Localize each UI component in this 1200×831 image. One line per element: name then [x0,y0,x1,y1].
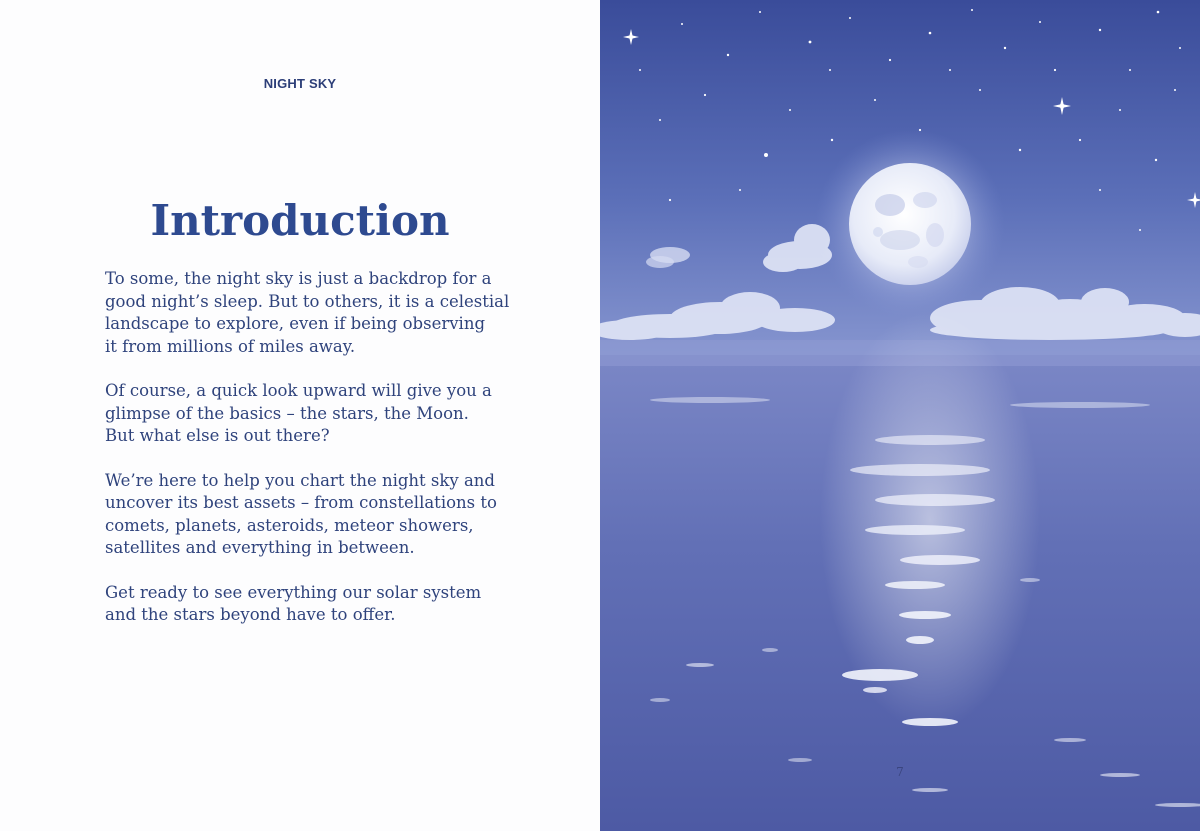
paragraph [105,380,525,448]
text-line: But what else is out there? [105,426,330,445]
page-title: Introduction [150,196,450,245]
paragraph [105,582,525,627]
text-line: and the stars beyond have to offer. [105,605,396,624]
text-line: Of course, a quick look upward will give you a [105,381,492,400]
text-line: Get ready to see everything our solar system [105,582,482,602]
text-line: it from millions of miles away. [105,336,356,356]
paragraph [105,268,525,358]
moonlit-sea-image [600,0,1200,831]
text-line: glimpse of the basics – the stars, the Moon. [105,403,469,423]
running-head: NIGHT SKY [263,76,337,91]
text-line: landscape to explore, even if being observing [105,314,486,333]
text-line: uncover its best assets – from constellations to [105,493,497,512]
night-sky-photo [600,0,1200,831]
moon [849,163,971,285]
text-line: satellites and everything in between. [105,538,415,557]
moonlight-path [820,310,1040,730]
text-line: good night’s sleep. But to others, it is a celestial [105,291,510,311]
text-line: comets, planets, asteroids, meteor showers, [105,515,474,535]
text-line: We’re here to help you chart the night sky and [105,470,495,490]
text-line: To some, the night sky is just a backdrop for a [105,269,492,288]
paragraph [105,470,525,560]
page-number: 7 [896,765,904,779]
body-text [105,268,525,649]
